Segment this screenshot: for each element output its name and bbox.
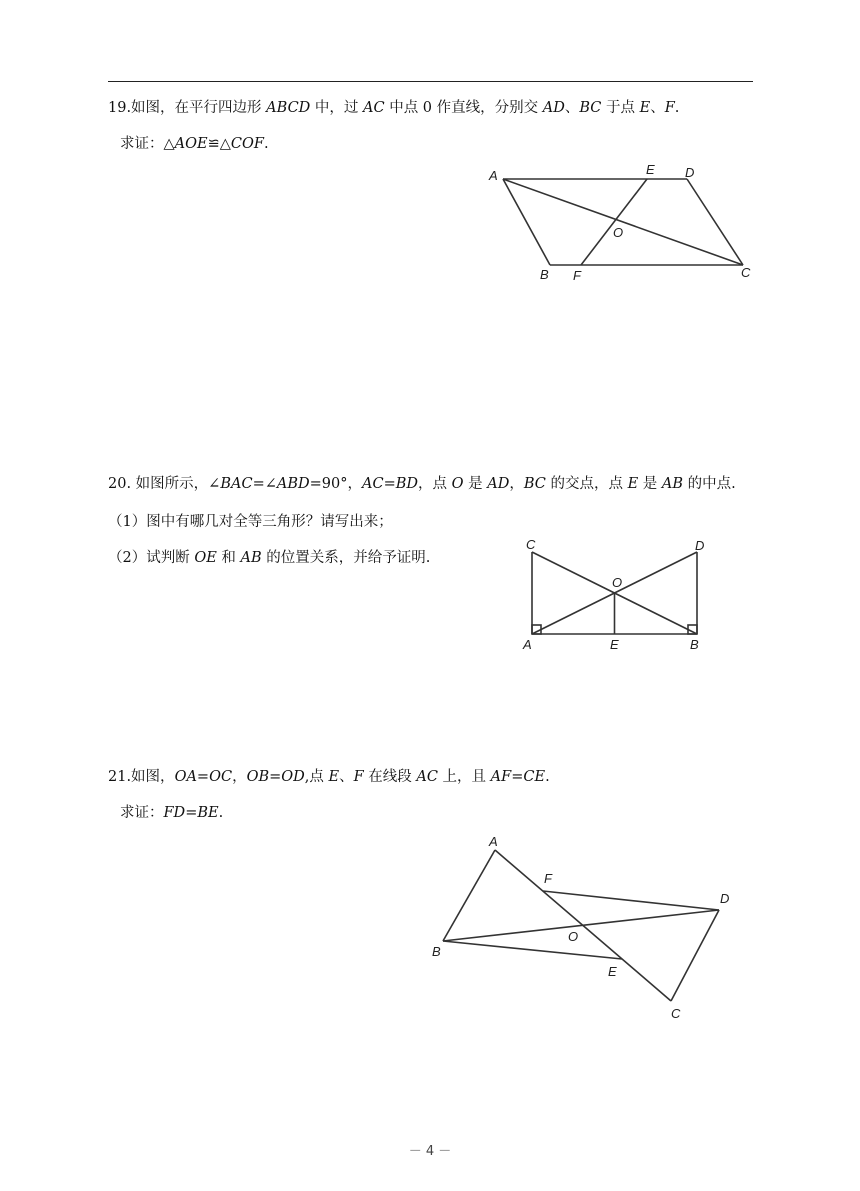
label-D: D — [720, 891, 730, 906]
math-variable: F — [664, 100, 675, 116]
math-variable: AD — [542, 100, 565, 116]
problem-21-prove — [120, 803, 223, 823]
header-rule — [108, 81, 753, 82]
text-run: . — [545, 769, 550, 785]
text-run: 中，过 — [310, 100, 364, 116]
math-variable: AOE — [174, 136, 208, 152]
text-run: 、 — [564, 100, 580, 116]
text-run: = — [269, 769, 282, 785]
text-run: 是 — [463, 476, 488, 492]
math-variable: AF — [490, 769, 512, 785]
math-variable: BD — [395, 476, 419, 492]
text-run: 、 — [339, 769, 354, 785]
math-variable: OD — [281, 769, 305, 785]
text-run: 的中点. — [683, 476, 736, 492]
math-variable: BC — [579, 100, 602, 116]
math-variable: AD — [487, 476, 510, 492]
text-run: 的位置关系，并给予证明. — [261, 550, 431, 566]
label-C: C — [741, 265, 751, 280]
math-variable: OB — [246, 769, 270, 785]
page-number: － 4 － — [408, 1144, 452, 1159]
segment-AB — [443, 850, 495, 941]
label-F: F — [544, 871, 552, 886]
text-run: 21.如图， — [108, 769, 175, 785]
label-B: B — [540, 267, 549, 282]
problem-19-statement — [108, 98, 679, 118]
text-run: 上，且 — [437, 769, 491, 785]
math-variable: AC — [416, 769, 438, 785]
label-F: F — [573, 268, 581, 283]
text-run: 中点 0 作直线，分别交 — [384, 100, 543, 116]
segment-BE — [443, 941, 622, 959]
math-variable: O — [451, 476, 464, 492]
text-run: 的交点，点 — [545, 476, 628, 492]
label-A: A — [489, 834, 498, 849]
math-variable: BC — [523, 476, 546, 492]
text-run: ， — [509, 476, 524, 492]
math-variable: OA — [174, 769, 197, 785]
math-variable: BE — [197, 805, 219, 821]
math-variable: CE — [523, 769, 546, 785]
problem-20-statement — [108, 474, 736, 494]
text-run: （1）图中有哪几对全等三角形？请写出来； — [108, 514, 393, 530]
text-run: ， — [232, 769, 247, 785]
segment-FD — [543, 891, 719, 910]
text-run: ,点 — [304, 769, 329, 785]
math-variable: ABD — [276, 476, 310, 492]
math-variable: F — [353, 769, 364, 785]
math-variable: AB — [661, 476, 684, 492]
math-variable: BAC — [220, 476, 253, 492]
text-run: （2）试判断 — [108, 550, 195, 566]
math-variable: E — [639, 100, 651, 116]
text-run: 求证： — [120, 805, 164, 821]
math-variable: FD — [163, 805, 186, 821]
math-variable: COF — [230, 136, 264, 152]
label-B: B — [432, 944, 441, 959]
text-run: . — [263, 136, 269, 152]
text-run: 在线段 — [363, 769, 417, 785]
text-run: 、 — [650, 100, 665, 116]
text-run: = — [383, 476, 396, 492]
problem-20-part-1 — [108, 512, 393, 532]
text-run: 于点 — [601, 100, 640, 116]
text-run: = — [185, 805, 198, 821]
figure-21-crossed-triangles — [425, 830, 745, 1025]
math-variable: E — [328, 769, 340, 785]
problem-19-prove — [120, 134, 269, 154]
label-A: A — [489, 168, 498, 183]
figure-19-parallelogram — [480, 155, 770, 290]
text-run: 是 — [638, 476, 662, 492]
math-variable: AC — [363, 100, 385, 116]
segment-EF — [581, 179, 647, 265]
figure-20-rectangle-triangles — [515, 530, 715, 660]
text-run: . — [218, 805, 224, 821]
text-run: ≌△ — [207, 136, 231, 152]
text-run: = — [511, 769, 524, 785]
label-O: O — [612, 575, 623, 590]
math-variable: OC — [209, 769, 233, 785]
label-C: C — [671, 1006, 681, 1021]
segment-DC — [687, 179, 743, 265]
problem-21-statement — [108, 767, 550, 787]
label-A: A — [523, 637, 532, 652]
text-run: =∠ — [252, 476, 277, 492]
label-B: B — [690, 637, 699, 652]
label-D: D — [685, 165, 695, 180]
label-O: O — [613, 225, 624, 240]
text-run: 20. 如图所示，∠ — [108, 476, 221, 492]
text-run: = — [196, 769, 210, 785]
text-run: ，点 — [418, 476, 452, 492]
segment-BD — [443, 910, 719, 941]
math-variable: E — [627, 476, 639, 492]
label-E: E — [610, 637, 619, 652]
label-E: E — [608, 964, 617, 979]
segment-AB — [503, 179, 550, 265]
label-E: E — [646, 162, 655, 177]
label-O: O — [568, 929, 579, 944]
math-variable: AC — [362, 476, 384, 492]
segment-AC — [503, 179, 743, 265]
math-variable: AB — [240, 550, 262, 566]
text-run: 19.如图，在平行四边形 — [108, 100, 267, 116]
problem-20-part-2 — [108, 548, 430, 568]
label-C: C — [526, 537, 536, 552]
label-D: D — [695, 538, 705, 553]
math-variable: OE — [194, 550, 217, 566]
text-run: 和 — [216, 550, 241, 566]
text-run: =90°， — [309, 476, 362, 492]
text-run: . — [674, 100, 680, 116]
text-run: 求证：△ — [120, 136, 175, 152]
math-variable: ABCD — [266, 100, 311, 116]
segment-DC — [671, 910, 719, 1001]
